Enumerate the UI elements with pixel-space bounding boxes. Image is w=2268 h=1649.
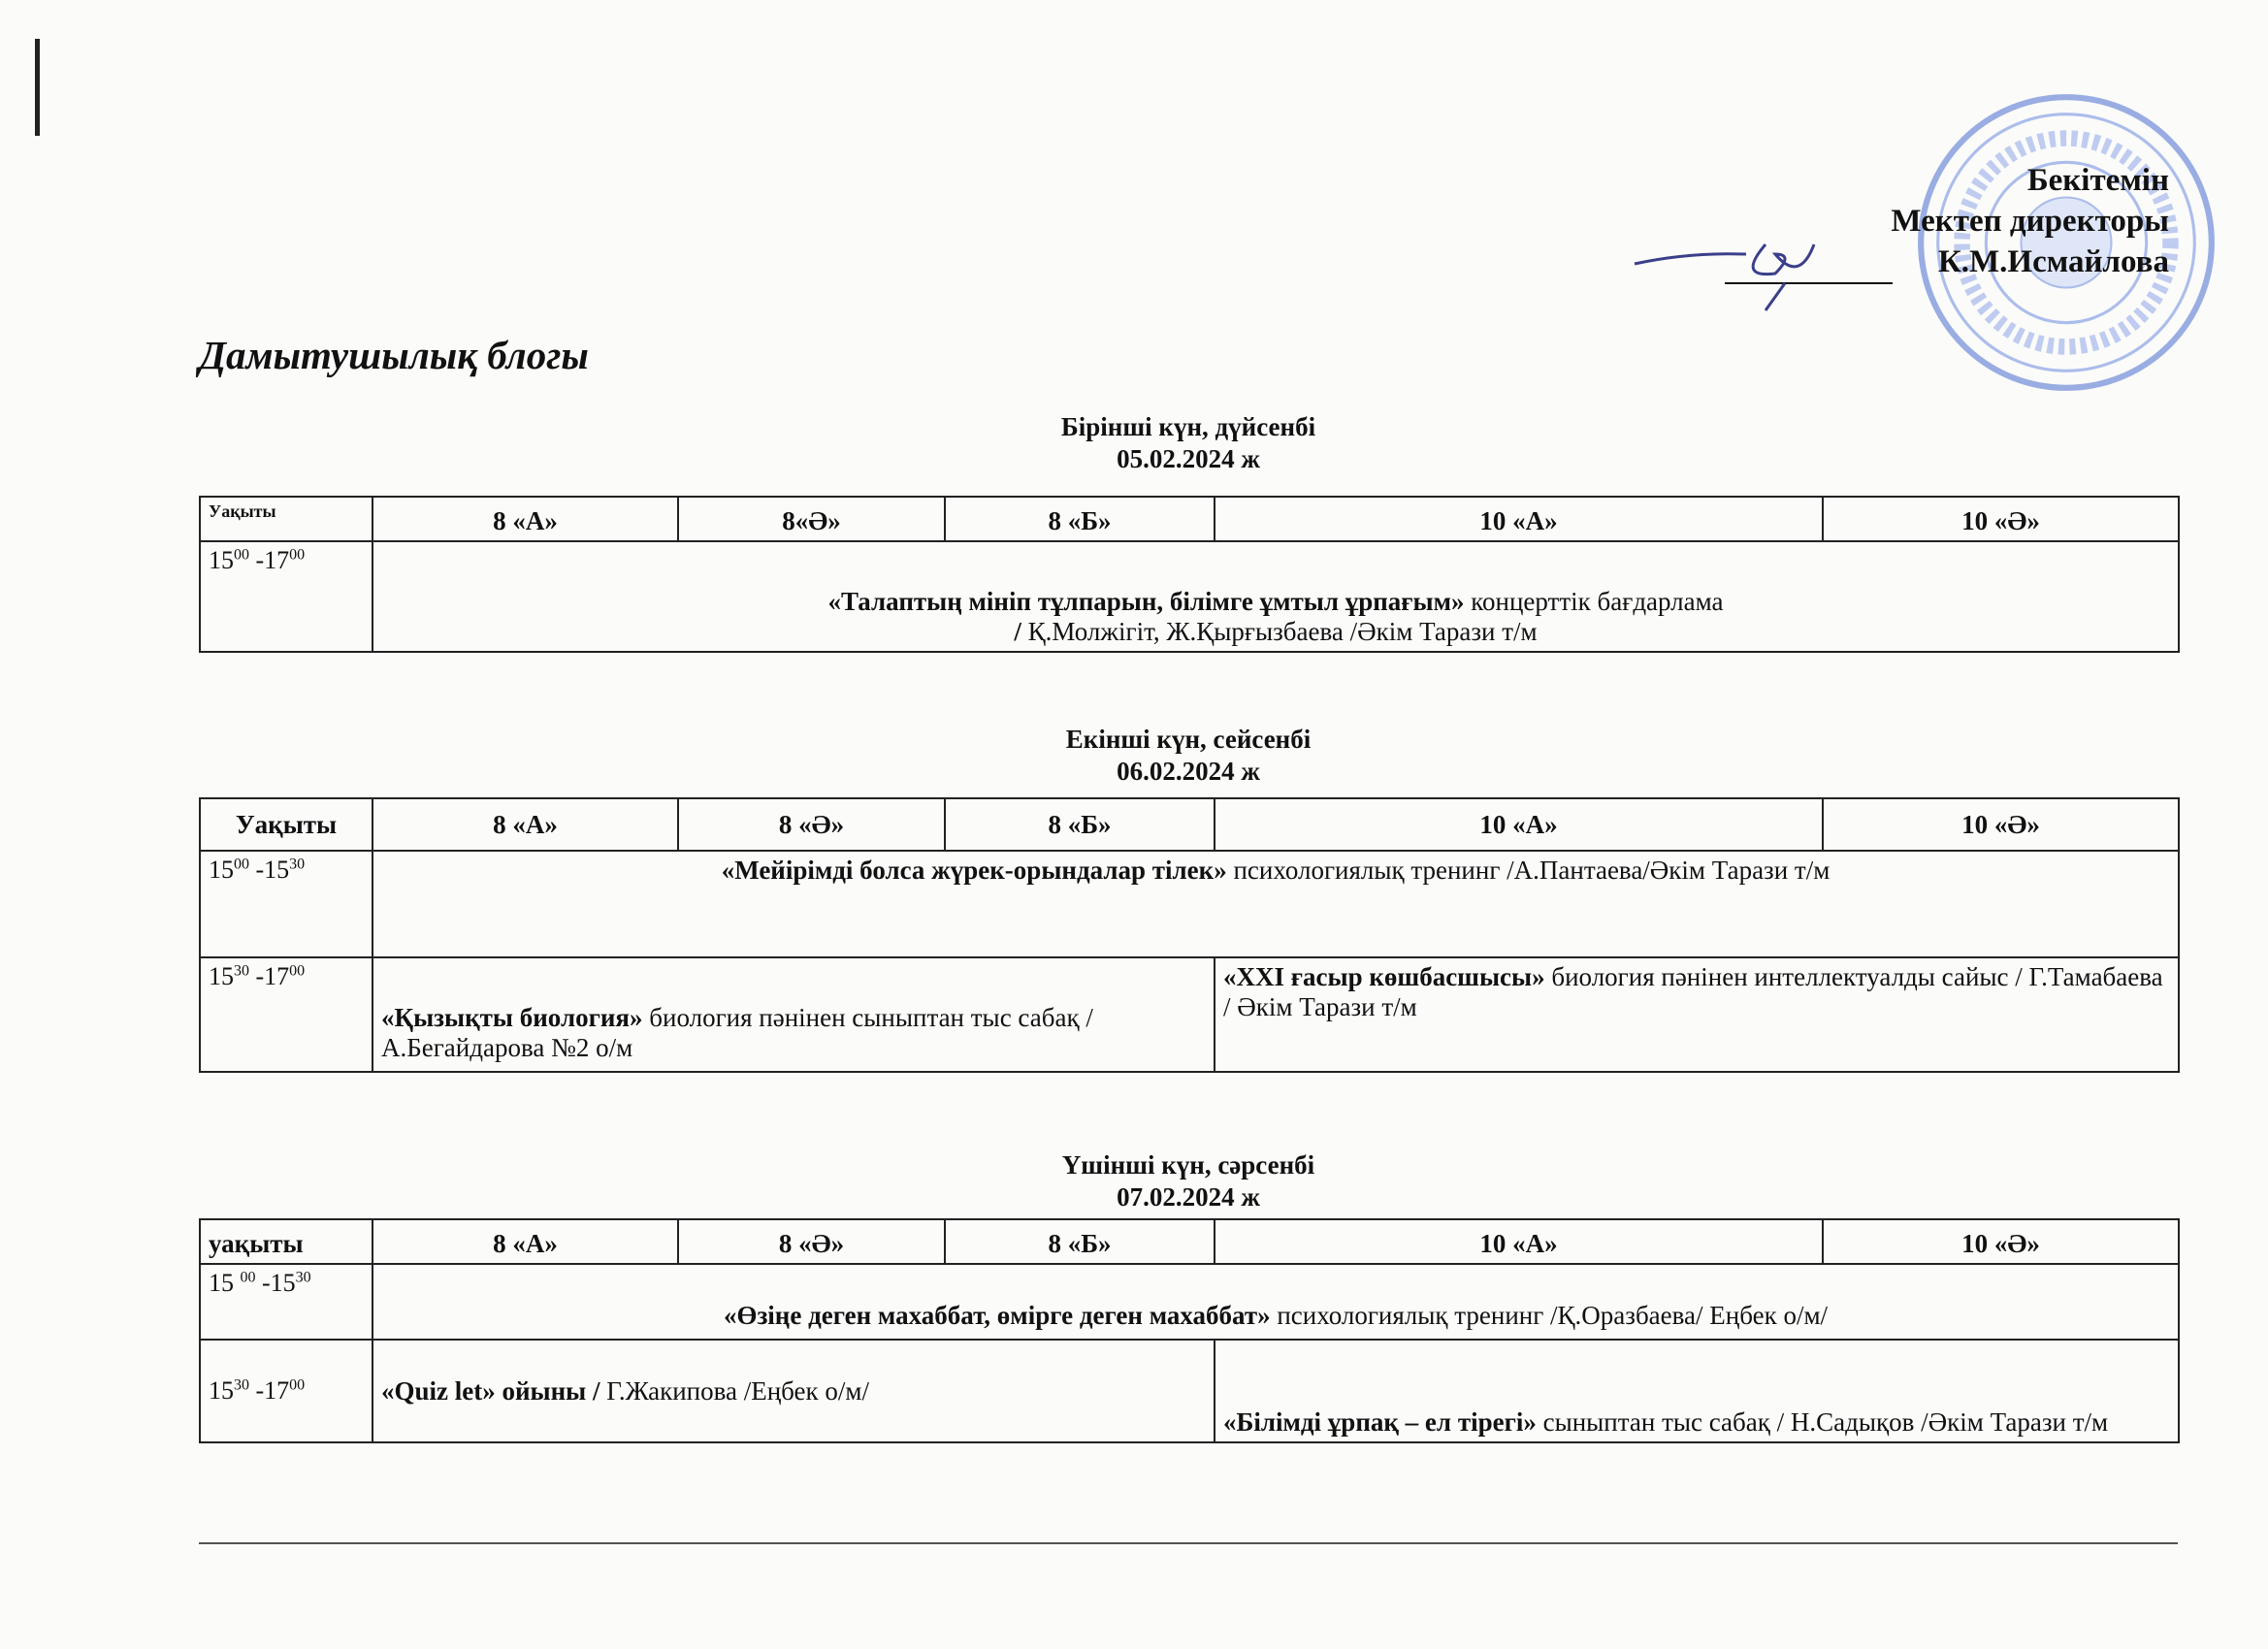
col-10ae: 10 «Ә» xyxy=(1823,497,2179,541)
col-8b: 8 «Б» xyxy=(945,798,1215,851)
day2-name: Екінші күн, сейсенбі xyxy=(1065,725,1312,754)
col-time: Уақыты xyxy=(200,497,373,541)
col-8a: 8 «А» xyxy=(373,798,678,851)
col-8b: 8 «Б» xyxy=(945,497,1215,541)
approval-block xyxy=(1891,160,2169,282)
col-8ae: 8 «Ә» xyxy=(678,798,945,851)
day2-heading xyxy=(199,724,2178,788)
day3-name: Үшінші күн, сәрсенбі xyxy=(1061,1150,1315,1180)
event-cell: «Талаптың мініп тұлпарын, білімге ұмтыл ұрпағым» концерттік бағдарлама / Қ.Молжігіт, Ж.Қырғызбаева /Әкім Тарази т/м xyxy=(373,541,2179,652)
col-10a: 10 «А» xyxy=(1215,497,1823,541)
col-8a: 8 «А» xyxy=(373,1219,678,1264)
day2-table xyxy=(199,797,2180,1073)
table-header-row xyxy=(200,798,2179,851)
approve-line-3: К.М.Исмайлова xyxy=(1937,244,2169,279)
approve-line-2: Мектеп директоры xyxy=(1891,204,2169,239)
event-cell-right: «XXI ғасыр көшбасшысы» биология пәнінен интеллектуалды сайыс / Г.Тамабаева / Әкім Тарази т/м xyxy=(1215,957,2179,1072)
col-10a: 10 «А» xyxy=(1215,1219,1823,1264)
table-row xyxy=(200,851,2179,957)
col-time: уақыты xyxy=(200,1219,373,1264)
event-cell: «Өзіңе деген махаббат, өмірге деген махаббат» психологиялық тренинг /Қ.Оразбаева/ Еңбек о/м/ xyxy=(373,1264,2179,1340)
time-cell: $15^{30}$ $-17^{00}$ xyxy=(200,957,373,1072)
event-cell: «Мейірімді болса жүрек-орындалар тілек» психологиялық тренинг /А.Пантаева/Әкім Тарази т/м xyxy=(373,851,2179,957)
col-10ae: 10 «Ә» xyxy=(1823,798,2179,851)
day1-table xyxy=(199,496,2180,653)
col-10a: 10 «А» xyxy=(1215,798,1823,851)
table-row xyxy=(200,1340,2179,1442)
table-row xyxy=(200,1264,2179,1340)
col-time: Уақыты xyxy=(200,798,373,851)
event-cell-right: «Білімді ұрпақ – ел тірегі» сыныптан тыс сабақ / Н.Садықов /Әкім Тарази т/м xyxy=(1215,1340,2179,1442)
day3-table xyxy=(199,1218,2180,1443)
approve-line-1: Бекітемін xyxy=(2026,163,2169,198)
event-cell-left: «Қызықты биология» биология пәнінен сыныптан тыс сабақ / А.Бегайдарова №2 о/м xyxy=(373,957,1215,1072)
col-8a: 8 «А» xyxy=(373,497,678,541)
day1-date: 05.02.2024 ж xyxy=(1117,444,1260,473)
page-title: Дамытушылық блогы xyxy=(199,333,589,377)
col-8ae: 8 «Ә» xyxy=(678,1219,945,1264)
event-cell-left: «Quiz let» ойыны / Г.Жакипова /Еңбек о/м/ xyxy=(373,1340,1215,1442)
time-cell: 15 $^{00}$ $-15^{30}$ xyxy=(200,1264,373,1340)
col-8b: 8 «Б» xyxy=(945,1219,1215,1264)
day3-heading xyxy=(199,1149,2178,1213)
table-row xyxy=(200,957,2179,1072)
table-row xyxy=(200,541,2179,652)
day2-date: 06.02.2024 ж xyxy=(1117,757,1260,786)
col-10ae: 10 «Ә» xyxy=(1823,1219,2179,1264)
day1-name: Бірінші күн, дүйсенбі xyxy=(1060,412,1316,441)
binder-mark xyxy=(35,39,40,136)
time-cell: $15^{00}$ $-17^{00}$ xyxy=(200,541,373,652)
table-header-row xyxy=(200,497,2179,541)
time-cell: $15^{00}$ $-15^{30}$ xyxy=(200,851,373,957)
page-bottom-rule xyxy=(199,1542,2178,1544)
col-8ae: 8«Ә» xyxy=(678,497,945,541)
day1-heading xyxy=(199,411,2178,475)
table-header-row xyxy=(200,1219,2179,1264)
day3-date: 07.02.2024 ж xyxy=(1117,1182,1260,1212)
director-signature xyxy=(1630,225,1843,312)
time-cell: $15^{30}$ $-17^{00}$ xyxy=(200,1340,373,1442)
